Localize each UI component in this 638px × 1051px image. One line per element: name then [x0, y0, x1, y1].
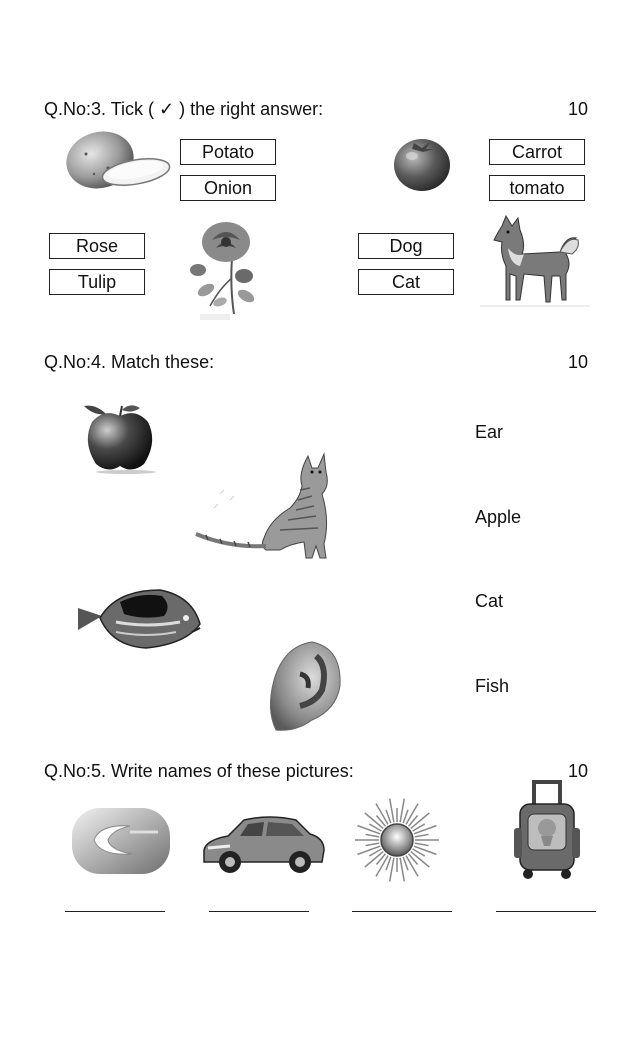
sun-ray	[415, 834, 429, 836]
sun-ray	[390, 799, 394, 823]
sun-ray	[414, 846, 437, 854]
answer-line-3[interactable]	[352, 911, 452, 912]
tomato-icon	[392, 134, 454, 194]
sun-ray	[415, 843, 429, 845]
q3-option-onion[interactable]: Onion	[180, 175, 276, 201]
q3-option-potato[interactable]: Potato	[180, 139, 276, 165]
answer-line-4[interactable]	[496, 911, 596, 912]
q3-option-tulip[interactable]: Tulip	[49, 269, 145, 295]
fish-icon	[76, 586, 202, 652]
sun-ray	[400, 799, 404, 823]
school-bag-icon	[512, 778, 582, 880]
q5-title: Q.No:5. Write names of these pictures:	[44, 761, 354, 781]
potato-icon	[64, 128, 172, 192]
sun-ray	[358, 826, 381, 834]
sun-ray	[414, 826, 437, 834]
ear-icon	[266, 640, 344, 734]
car-icon	[200, 812, 328, 878]
q4-title: Q.No:4. Match these:	[44, 352, 215, 372]
apple-icon	[82, 402, 158, 474]
sun-icon	[352, 796, 442, 884]
q3-option-dog[interactable]: Dog	[358, 233, 454, 259]
answer-line-2[interactable]	[209, 911, 309, 912]
q4-word-apple: Apple	[475, 507, 522, 527]
q3-option-tomato[interactable]: tomato	[489, 175, 585, 201]
soap-icon	[70, 806, 172, 876]
rose-icon	[182, 218, 268, 322]
answer-line-1[interactable]	[65, 911, 165, 912]
q4-marks: 10	[567, 352, 588, 372]
sun-ray	[400, 858, 404, 882]
cat-icon	[190, 450, 332, 564]
q3-title: Q.No:3. Tick ( ✓ ) the right answer:	[44, 99, 324, 119]
q3-option-carrot[interactable]: Carrot	[489, 139, 585, 165]
sun-ray	[365, 834, 379, 836]
sun-ray	[390, 858, 394, 882]
q4-word-cat: Cat	[475, 591, 504, 611]
q3-option-cat[interactable]: Cat	[358, 269, 454, 295]
q3-option-rose[interactable]: Rose	[49, 233, 145, 259]
q3-marks: 10	[567, 99, 588, 119]
q4-word-ear: Ear	[475, 422, 504, 442]
sun-ray	[365, 843, 379, 845]
dog-icon	[480, 214, 590, 310]
sun-ray	[358, 846, 381, 854]
q4-word-fish: Fish	[475, 676, 510, 696]
q5-marks: 10	[567, 761, 588, 781]
